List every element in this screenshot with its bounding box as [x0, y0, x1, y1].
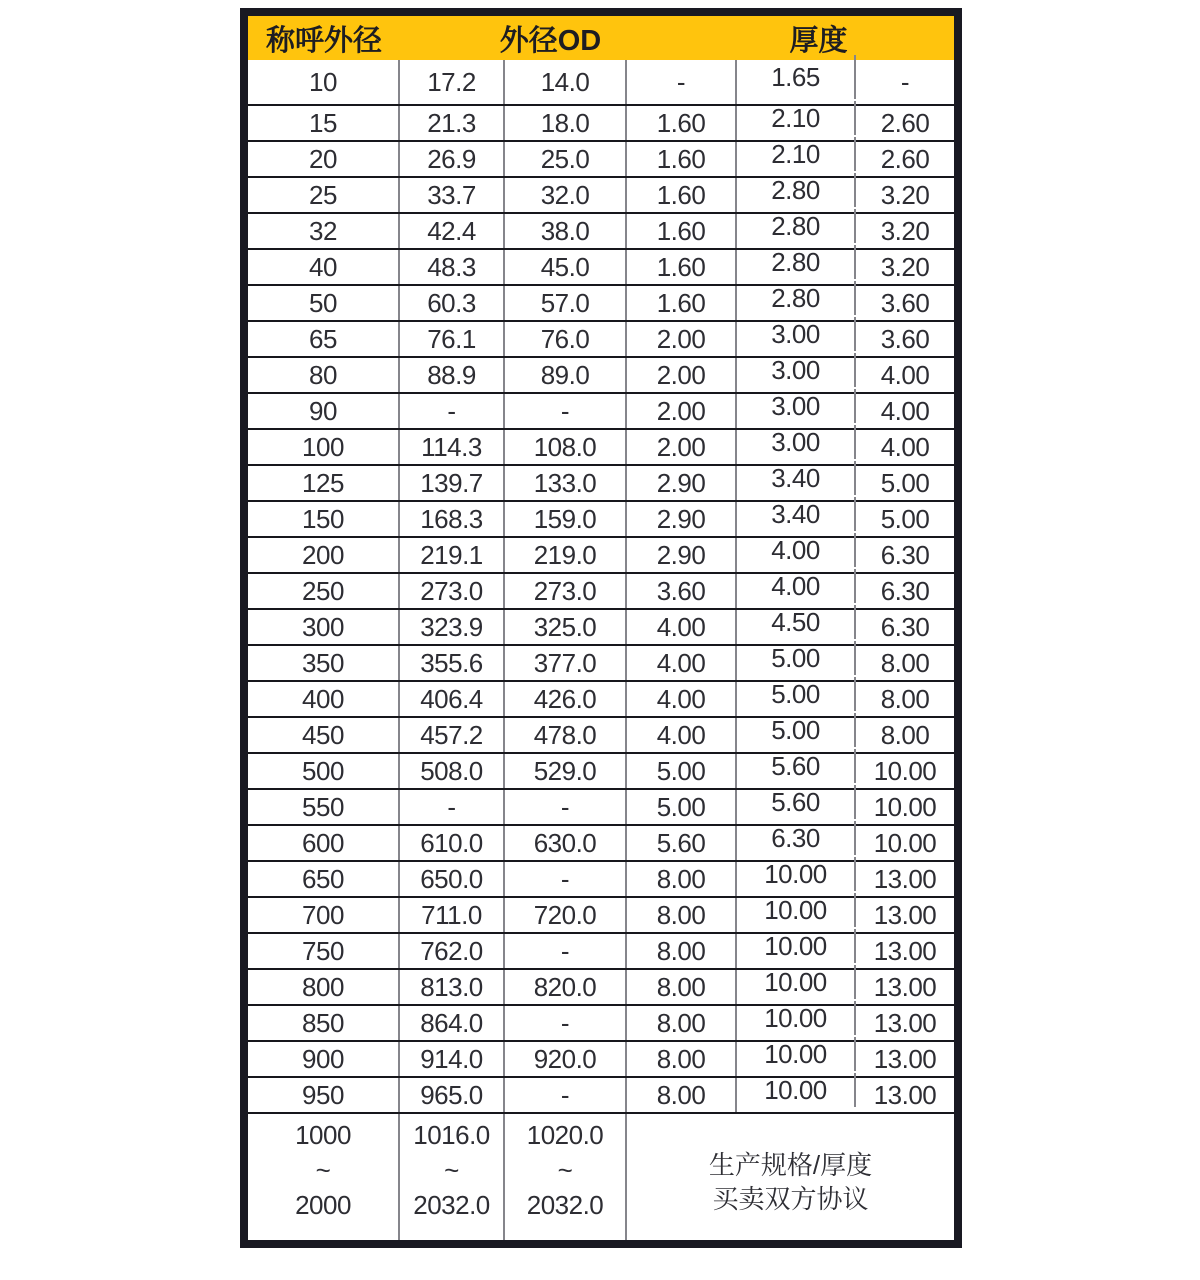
- cell: 400: [248, 682, 400, 716]
- range-cell: [505, 1114, 627, 1240]
- cell: -: [400, 790, 505, 824]
- cell: 2.00: [627, 394, 737, 428]
- note-line-2: 买卖双方协议: [712, 1184, 869, 1214]
- table-row: [248, 428, 954, 464]
- table-row: [248, 140, 954, 176]
- cell: 610.0: [400, 826, 505, 860]
- cell: 1.60: [627, 106, 737, 140]
- cell: 133.0: [505, 466, 627, 500]
- table-row: [248, 464, 954, 500]
- table-row: [248, 104, 954, 140]
- table-row: [248, 320, 954, 356]
- cell: 88.9: [400, 358, 505, 392]
- cell: 13.00: [873, 1043, 937, 1074]
- cell: 3.40: [737, 497, 856, 531]
- cell: 80: [248, 358, 400, 392]
- cell: 750: [248, 934, 400, 968]
- cell: 10.00: [737, 1037, 856, 1071]
- cell: 2.80: [737, 281, 856, 315]
- table-row: [248, 680, 954, 716]
- cell: 2.90: [627, 466, 737, 500]
- cell: 2.80: [737, 209, 856, 243]
- cell: 8.00: [880, 719, 930, 750]
- cell: 45.0: [505, 250, 627, 284]
- table-row: [248, 392, 954, 428]
- cell: 4.00: [627, 646, 737, 680]
- cell: 13.00: [873, 971, 937, 1002]
- cell: 5.00: [737, 713, 856, 747]
- table-row: [248, 716, 954, 752]
- cell: 1.60: [627, 178, 737, 212]
- table-row-range: [248, 1112, 954, 1240]
- cell: 10.00: [737, 1001, 856, 1035]
- cell: 90: [248, 394, 400, 428]
- cell: 250: [248, 574, 400, 608]
- cell: 20: [248, 142, 400, 176]
- cell: 950: [248, 1078, 400, 1112]
- cell: 820.0: [505, 970, 627, 1004]
- cell: 10: [248, 60, 400, 104]
- cell: 13.00: [873, 899, 937, 930]
- cell: 8.00: [627, 934, 737, 968]
- table-header-row: [248, 16, 954, 60]
- cell: 3.60: [880, 323, 930, 354]
- cell: 2.10: [737, 101, 856, 135]
- cell: 500: [248, 754, 400, 788]
- cell: 5.60: [627, 826, 737, 860]
- cell: 450: [248, 718, 400, 752]
- cell: 76.1: [400, 322, 505, 356]
- range-line: 1016.0: [413, 1120, 490, 1150]
- cell: 100: [248, 430, 400, 464]
- cell: 1.60: [627, 286, 737, 320]
- cell: 40: [248, 250, 400, 284]
- header-cell-nominal-od: [248, 16, 400, 60]
- cell: 4.00: [737, 569, 856, 603]
- cell: 5.00: [737, 641, 856, 675]
- cell: 800: [248, 970, 400, 1004]
- cell: 426.0: [505, 682, 627, 716]
- cell: 273.0: [505, 574, 627, 608]
- cell: 18.0: [505, 106, 627, 140]
- tall-row-ranges: [248, 1114, 627, 1240]
- cell: 1.60: [627, 250, 737, 284]
- range-line: 2032.0: [413, 1190, 490, 1220]
- cell: 8.00: [627, 1042, 737, 1076]
- cell: 600: [248, 826, 400, 860]
- cell: 377.0: [505, 646, 627, 680]
- cell: 8.00: [627, 970, 737, 1004]
- cell: 3.00: [737, 389, 856, 423]
- cell: 1.65: [737, 55, 856, 99]
- cell: 15: [248, 106, 400, 140]
- cell: 325.0: [505, 610, 627, 644]
- cell: 5.00: [627, 754, 737, 788]
- cell: 26.9: [400, 142, 505, 176]
- cell: 478.0: [505, 718, 627, 752]
- table-row: [248, 824, 954, 860]
- range-cell: [400, 1114, 505, 1240]
- cell: 108.0: [505, 430, 627, 464]
- table-body: [248, 60, 954, 1112]
- cell: 762.0: [400, 934, 505, 968]
- cell: 965.0: [400, 1078, 505, 1112]
- range-line: 2000: [295, 1190, 351, 1220]
- cell: -: [505, 862, 627, 896]
- cell: 200: [248, 538, 400, 572]
- cell: 10.00: [737, 965, 856, 999]
- range-line: 1000: [295, 1120, 351, 1150]
- cell: 920.0: [505, 1042, 627, 1076]
- cell: 323.9: [400, 610, 505, 644]
- table-row: [248, 356, 954, 392]
- cell: 32: [248, 214, 400, 248]
- pipe-spec-table: [240, 8, 962, 1248]
- cell: 13.00: [873, 863, 937, 894]
- cell: 3.60: [880, 287, 930, 318]
- cell: -: [900, 66, 910, 97]
- cell: 17.2: [400, 60, 505, 104]
- table-row: [248, 176, 954, 212]
- table-row: [248, 500, 954, 536]
- cell: 6.30: [880, 539, 930, 570]
- range-cell: [248, 1114, 400, 1240]
- cell: 25.0: [505, 142, 627, 176]
- cell: 4.00: [880, 431, 930, 462]
- cell: 2.90: [627, 538, 737, 572]
- note-cell: [627, 1114, 954, 1240]
- cell: 168.3: [400, 502, 505, 536]
- cell: 550: [248, 790, 400, 824]
- cell: 10.00: [737, 893, 856, 927]
- cell: 630.0: [505, 826, 627, 860]
- cell: 6.30: [880, 611, 930, 642]
- cell: 900: [248, 1042, 400, 1076]
- cell: 3.00: [737, 317, 856, 351]
- cell: 57.0: [505, 286, 627, 320]
- cell: 219.1: [400, 538, 505, 572]
- cell: 10.00: [873, 755, 937, 786]
- cell: 1.60: [627, 214, 737, 248]
- table-row: [248, 788, 954, 824]
- cell: 3.20: [880, 179, 930, 210]
- cell: 219.0: [505, 538, 627, 572]
- cell: 2.60: [880, 143, 930, 174]
- cell: 13.00: [873, 1007, 937, 1038]
- cell: 10.00: [737, 1073, 856, 1107]
- table-row: [248, 752, 954, 788]
- cell: 5.00: [880, 503, 930, 534]
- cell: 13.00: [873, 1079, 937, 1110]
- cell: 14.0: [505, 60, 627, 104]
- table-row: [248, 1004, 954, 1040]
- cell: 10.00: [737, 929, 856, 963]
- cell: 4.00: [627, 682, 737, 716]
- cell: 3.00: [737, 425, 856, 459]
- cell: 6.30: [880, 575, 930, 606]
- cell: 650: [248, 862, 400, 896]
- cell: 6.30: [737, 821, 856, 855]
- header-cell-thickness: [627, 16, 954, 60]
- cell: 850: [248, 1006, 400, 1040]
- cell: 76.0: [505, 322, 627, 356]
- table-row: [248, 968, 954, 1004]
- cell: 508.0: [400, 754, 505, 788]
- cell: 33.7: [400, 178, 505, 212]
- cell: -: [505, 394, 627, 428]
- cell: 711.0: [400, 898, 505, 932]
- cell: 8.00: [627, 1078, 737, 1112]
- table-row: [248, 932, 954, 968]
- cell: 42.4: [400, 214, 505, 248]
- cell: 273.0: [400, 574, 505, 608]
- cell: -: [400, 394, 505, 428]
- cell: 8.00: [627, 1006, 737, 1040]
- note-line-1: 生产规格/厚度: [708, 1150, 873, 1180]
- cell: 355.6: [400, 646, 505, 680]
- cell: 700: [248, 898, 400, 932]
- table-row: [248, 60, 954, 104]
- table-row: [248, 608, 954, 644]
- cell: 2.60: [880, 107, 930, 138]
- header-label-nominal-od: 称呼外径: [265, 24, 382, 57]
- cell: 2.00: [627, 430, 737, 464]
- cell: 10.00: [737, 857, 856, 891]
- range-line: ~: [444, 1155, 459, 1185]
- range-line: 2032.0: [526, 1190, 604, 1220]
- header-label-thickness: 厚度: [789, 24, 848, 57]
- cell: -: [505, 934, 627, 968]
- table-row: [248, 212, 954, 248]
- cell: 650.0: [400, 862, 505, 896]
- table-row: [248, 860, 954, 896]
- cell: 457.2: [400, 718, 505, 752]
- cell: -: [505, 1078, 627, 1112]
- cell: 406.4: [400, 682, 505, 716]
- cell: 4.00: [627, 718, 737, 752]
- cell: 2.80: [737, 245, 856, 279]
- cell: 159.0: [505, 502, 627, 536]
- cell: 864.0: [400, 1006, 505, 1040]
- range-line: ~: [557, 1155, 573, 1185]
- table-row: [248, 896, 954, 932]
- cell: 10.00: [873, 827, 937, 858]
- table-row: [248, 1040, 954, 1076]
- cell: 125: [248, 466, 400, 500]
- range-line: 1020.0: [526, 1120, 604, 1150]
- table-row: [248, 284, 954, 320]
- cell: 10.00: [873, 791, 937, 822]
- cell: 3.20: [880, 215, 930, 246]
- cell: 89.0: [505, 358, 627, 392]
- cell: 4.00: [880, 359, 930, 390]
- table-row: [248, 572, 954, 608]
- header-cell-od: [400, 16, 627, 60]
- cell: 4.00: [737, 533, 856, 567]
- cell: 720.0: [505, 898, 627, 932]
- cell: 150: [248, 502, 400, 536]
- cell: 3.60: [627, 574, 737, 608]
- cell: 139.7: [400, 466, 505, 500]
- cell: 13.00: [873, 935, 937, 966]
- cell: 3.00: [737, 353, 856, 387]
- cell: 65: [248, 322, 400, 356]
- cell: 8.00: [627, 862, 737, 896]
- cell: 813.0: [400, 970, 505, 1004]
- cell: 4.00: [880, 395, 930, 426]
- cell: 32.0: [505, 178, 627, 212]
- cell: -: [627, 60, 737, 104]
- table-row: [248, 644, 954, 680]
- cell: 350: [248, 646, 400, 680]
- cell: 2.10: [737, 137, 856, 171]
- cell: 60.3: [400, 286, 505, 320]
- cell: 529.0: [505, 754, 627, 788]
- table-row: [248, 1076, 954, 1112]
- cell: 4.00: [627, 610, 737, 644]
- cell: 25: [248, 178, 400, 212]
- cell: 5.60: [737, 749, 856, 783]
- cell: 3.20: [880, 251, 930, 282]
- cell: 2.00: [627, 358, 737, 392]
- cell: 50: [248, 286, 400, 320]
- cell: 5.00: [627, 790, 737, 824]
- cell: 5.00: [880, 467, 930, 498]
- cell: 2.00: [627, 322, 737, 356]
- cell: 8.00: [880, 683, 930, 714]
- cell: 114.3: [400, 430, 505, 464]
- header-label-od: 外径OD: [499, 24, 602, 57]
- cell: 21.3: [400, 106, 505, 140]
- cell: 1.60: [627, 142, 737, 176]
- cell: -: [505, 1006, 627, 1040]
- cell: -: [505, 790, 627, 824]
- cell: 5.00: [737, 677, 856, 711]
- cell: 8.00: [880, 647, 930, 678]
- cell: 2.80: [737, 173, 856, 207]
- cell: 914.0: [400, 1042, 505, 1076]
- cell: 3.40: [737, 461, 856, 495]
- cell: 38.0: [505, 214, 627, 248]
- cell: 8.00: [627, 898, 737, 932]
- cell: 2.90: [627, 502, 737, 536]
- range-line: ~: [315, 1155, 331, 1185]
- cell: 48.3: [400, 250, 505, 284]
- table-row: [248, 536, 954, 572]
- cell: 4.50: [737, 605, 856, 639]
- cell: 300: [248, 610, 400, 644]
- table-row: [248, 248, 954, 284]
- cell: 5.60: [737, 785, 856, 819]
